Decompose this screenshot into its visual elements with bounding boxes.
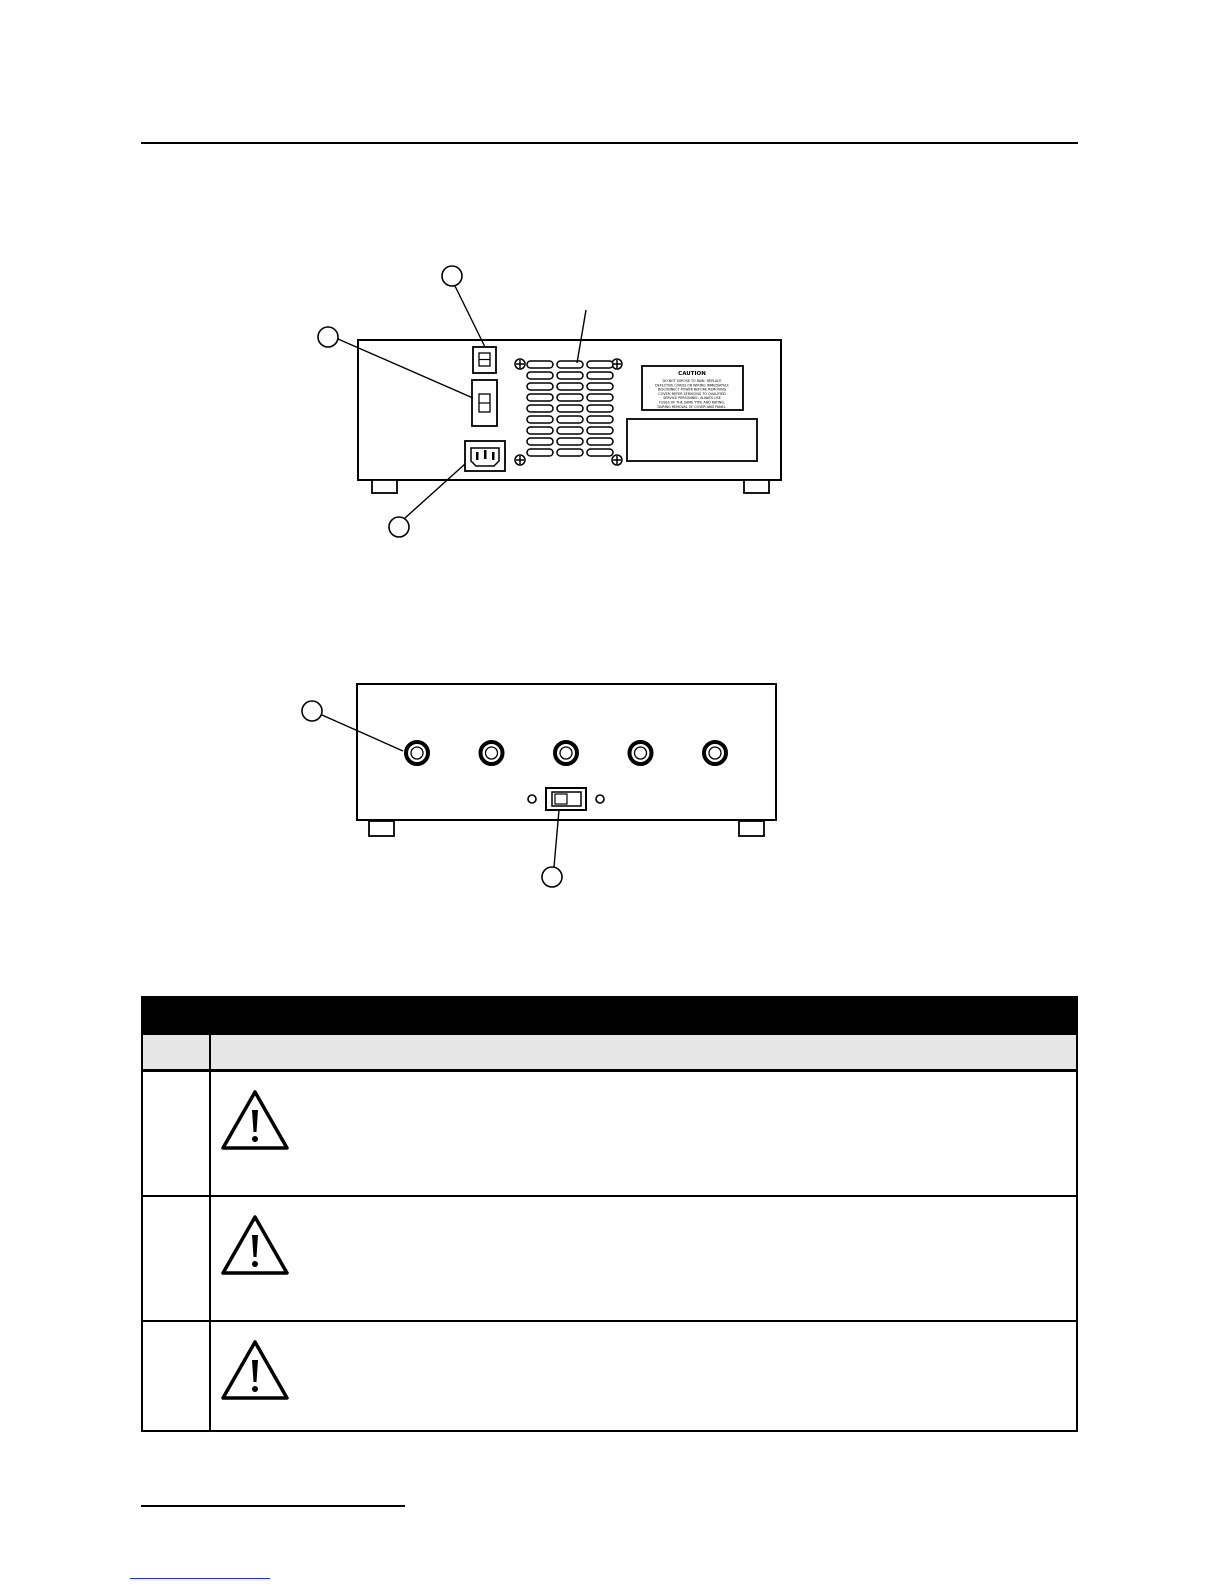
vent-slot: [587, 405, 613, 412]
warnings-table: [141, 996, 1078, 1432]
vent-slot: [557, 383, 583, 390]
vent-slot: [557, 394, 583, 401]
output-connector[interactable]: [630, 742, 652, 764]
output-connector[interactable]: [406, 742, 428, 764]
vent-slot: [527, 372, 553, 379]
table-row: [143, 1072, 1076, 1197]
vent-slot: [527, 383, 553, 390]
vent-slot: [527, 394, 553, 401]
vent-slot: [557, 438, 583, 445]
vent-slot: [557, 427, 583, 434]
front-foot-left: [369, 821, 394, 836]
output-connector[interactable]: [481, 742, 503, 764]
callout-circle-5: [542, 867, 562, 887]
vent-slot: [587, 361, 613, 368]
callout-circle-4: [302, 701, 322, 721]
rear-panel-illustration: [300, 255, 800, 550]
caution-label-line: FUSES OF THE SAME TYPE AND RATING.: [659, 400, 725, 405]
table-header: [143, 998, 1076, 1035]
rear-foot-left: [372, 480, 397, 493]
table-column-headers: [143, 1035, 1076, 1072]
vent-slot: [557, 405, 583, 412]
vent-slot: [527, 416, 553, 423]
caution-label-line: DISCONNECT POWER BEFORE REMOVING: [657, 387, 727, 392]
vent-slot: [527, 361, 553, 368]
rear-foot-right: [744, 480, 769, 493]
warning-triangle-icon: [219, 1213, 291, 1277]
vent-slot: [587, 449, 613, 456]
vent-slot: [557, 372, 583, 379]
caution-label-line: DURING REMOVAL OF COVER AND PANEL.: [657, 404, 727, 409]
top-rule: [141, 142, 1078, 144]
table-row: [143, 1197, 1076, 1322]
vent-slot: [587, 372, 613, 379]
vent-slot: [527, 438, 553, 445]
vent-slot: [527, 405, 553, 412]
vent-slot: [587, 416, 613, 423]
warning-triangle-icon: [219, 1338, 291, 1402]
front-panel-illustration: [295, 675, 785, 890]
callout-circle-1: [442, 266, 462, 286]
warning-triangle-icon: [219, 1088, 291, 1152]
vent-slot: [557, 416, 583, 423]
serial-plate: [627, 419, 757, 461]
vent-slot: [587, 438, 613, 445]
caution-label-line: DEFECTIVE CORDS OR WIRING IMMEDIATELY.: [655, 383, 729, 388]
footnote-rule: [141, 1505, 405, 1507]
vent-slot: [527, 449, 553, 456]
caution-label-line: COVER. REFER SERVICING TO QUALIFIED: [658, 391, 726, 396]
vent-slot: [587, 394, 613, 401]
vent-grill: [515, 359, 622, 465]
vent-slot: [527, 427, 553, 434]
callout-circle-3: [389, 517, 409, 537]
caution-label-line: SERVICE PERSONNEL. ALWAYS USE: [663, 396, 721, 401]
table-row: [143, 1322, 1076, 1432]
footer-link[interactable]: [130, 1578, 270, 1579]
output-connector[interactable]: [555, 742, 577, 764]
callout-circle-2: [318, 327, 338, 347]
caution-label-title: CAUTION: [678, 371, 706, 377]
caution-label-line: DO NOT EXPOSE TO RAIN. REPLACE: [662, 379, 722, 383]
output-connector[interactable]: [704, 742, 726, 764]
vent-slot: [587, 427, 613, 434]
front-foot-right: [739, 821, 764, 836]
vent-slot: [557, 449, 583, 456]
vent-slot: [587, 383, 613, 390]
vent-slot: [557, 361, 583, 368]
